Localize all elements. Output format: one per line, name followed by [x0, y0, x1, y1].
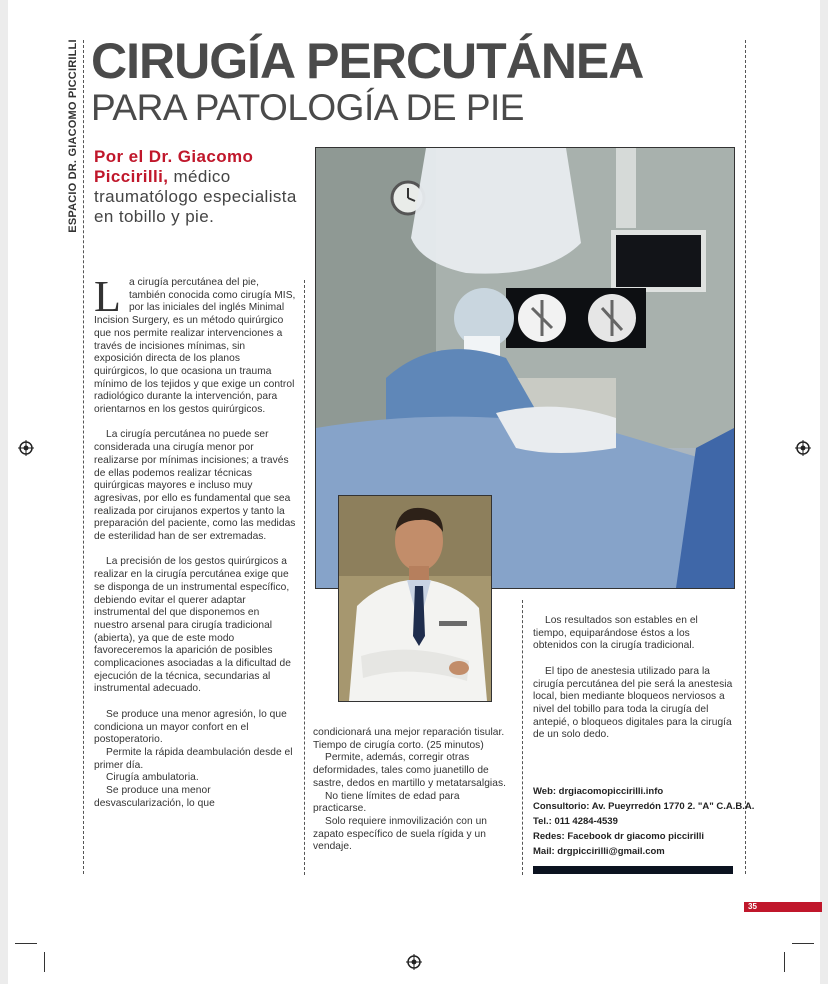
- contact-mail: Mail: drgpiccirilli@gmail.com: [533, 846, 665, 857]
- byline-author: Por el Dr. Giacomo Piccirilli,: [94, 147, 254, 186]
- paragraph: Los resultados son estables en el tiempo, equiparándose éstos a los obtenidos con la cirugía tradicional.: [533, 615, 698, 652]
- registration-mark-icon: [795, 440, 811, 456]
- byline: [94, 147, 304, 227]
- paragraph: Permite la rápida deambulación desde el primer día.: [94, 746, 293, 771]
- contact-office: Consultorio: Av. Pueyrredón 1770 2. "A" C.A.B.A.: [533, 801, 755, 812]
- article-title: CIRUGÍA PERCUTÁNEA: [91, 33, 644, 89]
- article-column-2: [313, 727, 515, 854]
- section-side-label: [61, 38, 85, 234]
- section-side-label-text: ESPACIO DR. GIACOMO PICCIRILLI: [67, 39, 79, 233]
- paragraph: Se produce una menor agresión, lo que condiciona un mayor confort en el postoperatorio.: [94, 708, 287, 746]
- paragraph-intro: La cirugía percutánea del pie, también conocida como cirugía MIS, por las iniciales del inglés Minimal Incision Surgery, es un método quirúrgico que nos permite realizar intervenciones a través de incisiones mínimas, sin exposición directa de los planos quirúrgicos, lo que ocasiona un trauma mínimo de los tejidos y que exige un control radiológico durante la intervención, para orientarnos en los gestos quirúrgicos.: [94, 272, 296, 416]
- column-rule-2: [522, 600, 523, 875]
- doctor-portrait-photo: [338, 495, 492, 702]
- contact-phone: Tel.: 011 4284-4539: [533, 816, 618, 827]
- crop-mark: [44, 952, 45, 972]
- registration-mark-icon: [406, 954, 422, 970]
- doctor-portrait-illustration: [339, 496, 491, 701]
- right-dashed-rule: [745, 40, 746, 874]
- crop-mark: [792, 943, 814, 944]
- article-subtitle: PARA PATOLOGÍA DE PIE: [91, 87, 524, 128]
- contact-social: Redes: Facebook dr giacomo piccirilli: [533, 831, 705, 842]
- paragraph: La precisión de los gestos quirúrgicos a realizar en la cirugía percutánea exige que se disponga de un instrumental específico, debiendo evitar el querer adaptar instrumental del que disponemos en nuestro arsenal para cirugía tradicional (abierta), ya que de este modo favoreceremos la aparición de posibles complicaciones asociadas a la dificultad de ejecución de la técnica, secundarias al instrumental adecuado.: [94, 556, 291, 695]
- article-column-3: [533, 615, 733, 742]
- paragraph: Solo requiere inmovilización con un zapato específico de suela rígida y un vendaje.: [313, 815, 488, 853]
- paragraph: La cirugía percutánea no puede ser considerada una cirugía menor por realizarse por mínimas incisiones; a través de ellas podemos realizar técnicas quirúrgicas mayores e incluso muy agresivas, por ello es fundamental que sea realizada por cirujanos expertos y tanto la preparación del paciente, como las medidas de esterilidad han de ser extremadas.: [94, 429, 296, 543]
- registration-mark-icon: [18, 440, 34, 456]
- contact-web: Web: drgiacomopiccirilli.info: [533, 786, 664, 797]
- footer-black-bar: [533, 866, 733, 874]
- paragraph: condicionará una mejor reparación tisular. Tiempo de cirugía corto. (25 minutos): [313, 727, 505, 751]
- drop-cap: L: [94, 272, 121, 321]
- paragraph: Permite, además, corregir otras deformidades, tales como juanetillo de sastre, dedos en martillo y metatarsalgias.: [313, 752, 506, 789]
- paragraph: Se produce una menor desvascularización, lo que: [94, 785, 215, 809]
- paragraph: El tipo de anestesia utilizado para la cirugía percutánea del pie será la anestesia local, bien mediante bloqueos nerviosos a nivel del tobillo para toda la cirugía del antepié, o bloqueos digitales para la cirugía de un solo dedo.: [533, 665, 733, 741]
- paragraph: Cirugía ambulatoria.: [106, 772, 199, 784]
- crop-mark: [784, 952, 785, 972]
- byline-role: médico traumatólogo especialista en tobillo y pie.: [94, 167, 297, 226]
- page-number: 35: [748, 902, 757, 911]
- article-column-1: [94, 272, 296, 810]
- contact-info: [533, 784, 755, 859]
- crop-mark: [15, 943, 37, 944]
- paragraph: No tiene límites de edad para practicarse.: [313, 790, 460, 815]
- left-dashed-rule: [83, 40, 84, 874]
- column-rule-1: [304, 280, 305, 875]
